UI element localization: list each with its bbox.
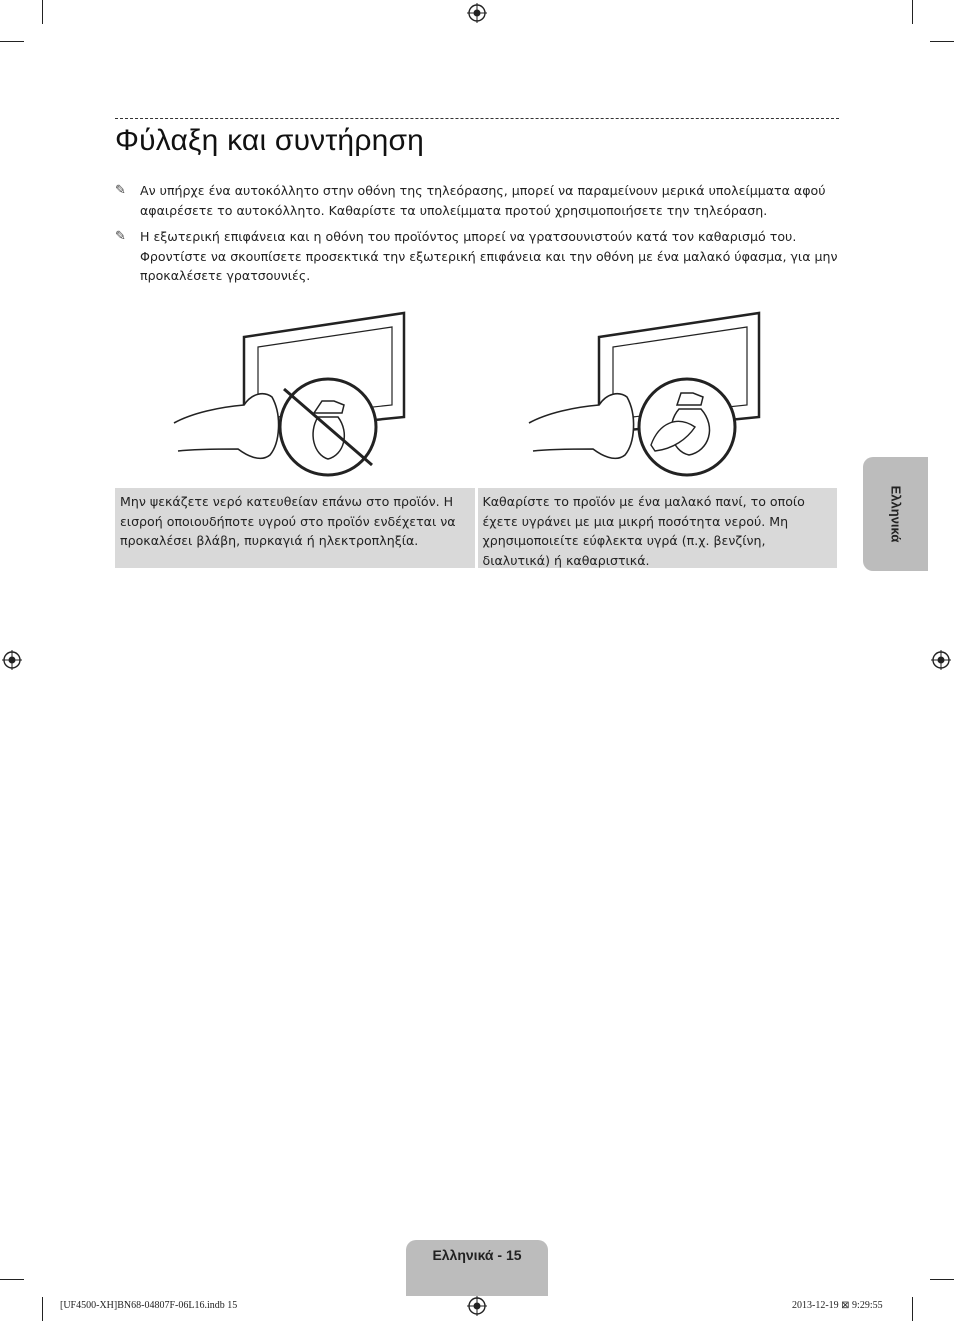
crop-mark [930, 1279, 954, 1280]
spray-on-cloth-illustration [527, 305, 777, 480]
caption-cell: Καθαρίστε το προϊόν με ένα μαλακό πανί, το οποίο έχετε υγράνει με μια μικρή ποσότητα νερού. Μη χρησιμοποιείτε εύφλεκτα υγρά (π.χ. βενζίνη, διαλυτικά) ή καθαριστικά. [478, 488, 838, 568]
section-divider [115, 118, 839, 119]
note-item [115, 227, 839, 286]
registration-mark-icon [2, 650, 22, 670]
language-side-tab [863, 457, 928, 571]
note-item [115, 181, 839, 220]
footer-timestamp: 2013-12-19 ⊠ 9:29:55 [792, 1300, 883, 1311]
crop-mark [912, 1297, 913, 1321]
registration-mark-icon [931, 650, 951, 670]
side-tab-label: Ελληνικά [888, 485, 903, 543]
caption-cell: Μην ψεκάζετε νερό κατευθείαν επάνω στο προϊόν. Η εισροή οποιουδήποτε υγρού στο προϊόν ενδέχεται να προκαλέσει βλάβη, πυρκαγιά ή ηλεκτροπληξία. [115, 488, 475, 568]
caption-table [115, 488, 837, 568]
note-text: Η εξωτερική επιφάνεια και η οθόνη του προϊόντος μπορεί να γρατσουνιστούν κατά τον καθαρισμό του. Φροντίστε να σκουπίσετε προσεκτικά την εξωτερική επιφάνεια και την οθόνη με ένα μαλακό ύφασμα, για μην προκαλέσετε γρατσουνιές. [140, 229, 838, 283]
pencil-note-icon: ✎ [115, 229, 126, 244]
crop-mark [42, 1297, 43, 1321]
crop-mark [0, 41, 24, 42]
note-text: Αν υπήρχε ένα αυτοκόλλητο στην οθόνη της τηλεόρασης, μπορεί να παραμείνουν μερικά υπολείμματα αφού αφαιρέσετε το αυτοκόλλητο. Καθαρίστε τα υπολείμματα προτού χρησιμοποιήσετε την τηλεόραση. [140, 183, 826, 218]
footer-file-info: [UF4500-XH]BN68-04807F-06L16.indb 15 [60, 1300, 238, 1311]
page-title: Φύλαξη και συντήρηση [115, 124, 425, 157]
crop-mark [930, 41, 954, 42]
page-number-badge: Ελληνικά - 15 [406, 1240, 548, 1296]
registration-mark-icon [467, 1296, 487, 1316]
crop-mark [42, 0, 43, 24]
no-spray-on-screen-illustration [172, 305, 422, 480]
crop-mark [912, 0, 913, 24]
pencil-note-icon: ✎ [115, 183, 126, 198]
registration-mark-icon [467, 3, 487, 23]
crop-mark [0, 1279, 24, 1280]
